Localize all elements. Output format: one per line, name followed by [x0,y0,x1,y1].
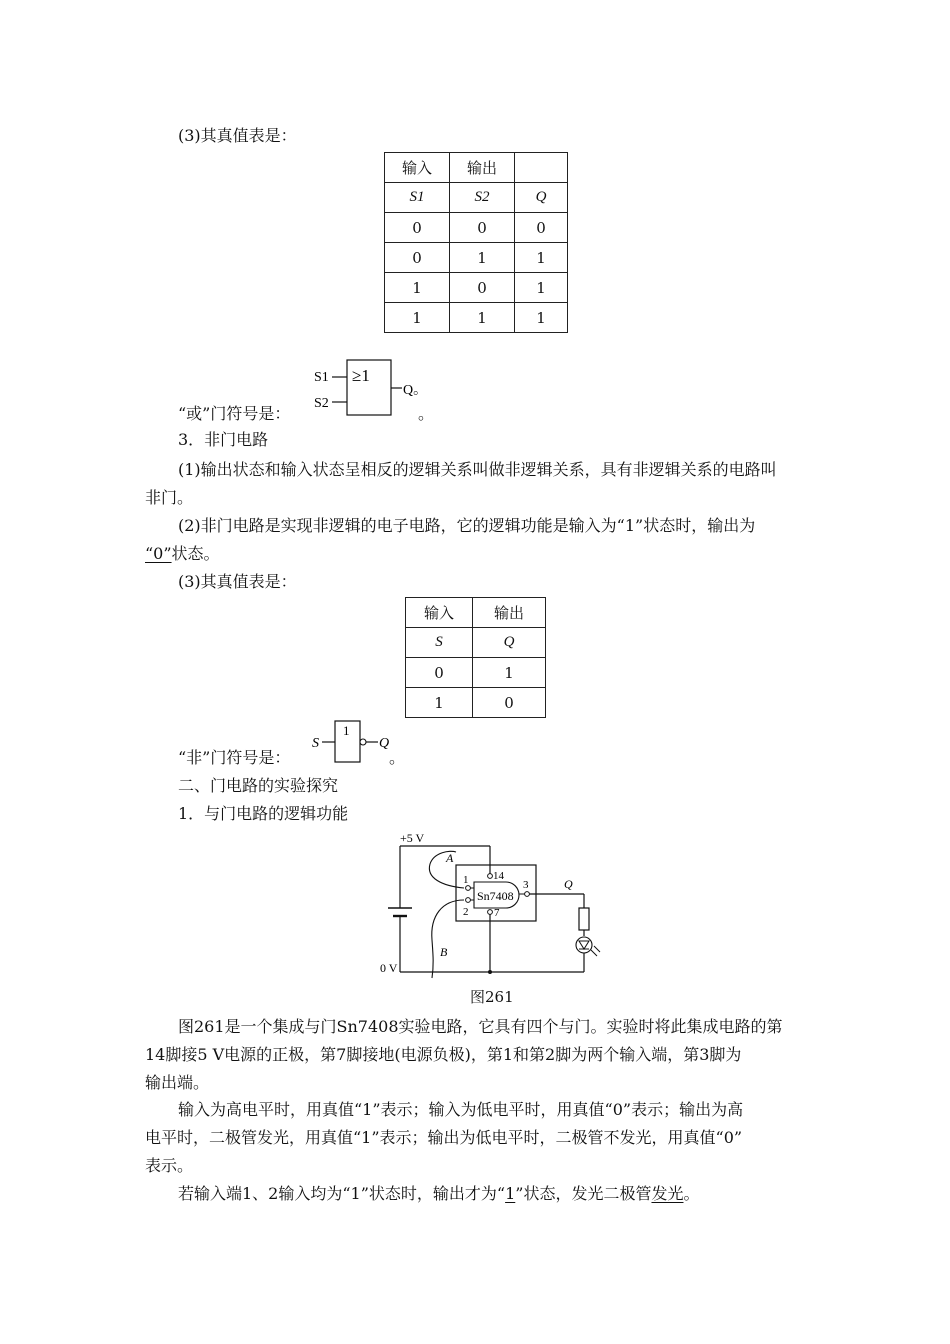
gate-operator-label: ≥1 [352,366,370,385]
pin-label: 3 [523,879,529,891]
paragraph-text: ”状态，发光二极管 [515,1184,652,1203]
paragraph-line: (1)输出状态和输入状态呈相反的逻辑关系叫做非逻辑关系，具有非逻辑关系的电路叫 [178,460,777,479]
chip-label: Sn7408 [477,889,514,903]
table-row [385,273,568,303]
pin-label: 14 [493,870,504,882]
paragraph-text: 。 [683,1184,700,1203]
section-heading: 3．非门电路 [178,430,269,449]
paragraph-line: 14脚接5 V电源的正极，第7脚接地(电源负极)，第1和第2脚为两个输入端，第3脚为 [145,1045,742,1064]
table-cell: 0 [450,213,515,243]
paragraph-line [145,544,220,564]
pin-label: 2 [463,906,469,918]
table-cell: 1 [406,688,473,718]
subsection-heading: 1．与门电路的逻辑功能 [178,804,349,823]
paragraph-line: 输入为高电平时，用真值“1”表示；输入为低电平时，用真值“0”表示；输出为高 [178,1100,744,1119]
table-cell: 0 [515,213,568,243]
supply-label: +5 V [400,831,425,845]
or-symbol-label: “或”门符号是： [178,404,291,423]
not-symbol-label: “非”门符号是： [178,748,291,767]
not-symbol-suffix: 。 [389,748,406,767]
table-cell: 1 [473,658,546,688]
table-var-cell: Q [515,183,568,213]
table-cell: 1 [515,303,568,333]
not-truth-table [405,597,546,718]
gate-input-label: S [312,736,319,751]
table-cell: 0 [450,273,515,303]
pin-label: 1 [463,874,469,886]
table-cell: 1 [515,243,568,273]
table-var-cell: S1 [385,183,450,213]
answer-underlined: 发光 [651,1184,684,1203]
table-row [406,688,546,718]
or-truth-table [384,152,568,333]
paragraph-line [178,1184,700,1204]
table-var-cell: S [406,628,473,658]
gate-output-label: Q。 [403,383,428,398]
table-cell: 0 [406,658,473,688]
table-cell: 1 [515,273,568,303]
or-gate-symbol [310,357,430,419]
table-cell: 1 [450,243,515,273]
answer-underlined: 1 [505,1184,516,1203]
table-var-cell: Q [473,628,546,658]
table-row [385,303,568,333]
table-cell: 1 [385,303,450,333]
gate-operator-label: 1 [343,723,350,738]
gate-input-label: S2 [314,396,329,411]
section-heading: 二、门电路的实验探究 [178,776,339,795]
paragraph-text: 若输入端1、2输入均为“1”状态时，输出才为“ [178,1184,506,1203]
output-label: Q [564,877,573,891]
table-cell: 0 [473,688,546,718]
table-cell: 1 [450,303,515,333]
paragraph-line: 图261是一个集成与门Sn7408实验电路，它具有四个与门。实验时将此集成电路的第 [178,1017,783,1036]
table-var-cell: S2 [450,183,515,213]
table-cell: 1 [385,273,450,303]
not-gate-symbol [310,718,400,766]
wire-label: B [440,945,448,959]
paragraph-line: 电平时，二极管发光，用真值“1”表示；输出为低电平时，二极管不发光，用真值“0” [145,1128,743,1147]
table-cell: 0 [385,243,450,273]
table-cell: 0 [385,213,450,243]
paragraph-text: 状态。 [171,544,220,563]
table-row [385,213,568,243]
paragraph-line: (2)非门电路是实现非逻辑的电子电路，它的逻辑功能是输入为“1”状态时，输出为 [178,516,756,535]
ground-label: 0 V [380,961,398,975]
figure-caption: 图261 [470,988,514,1006]
answer-underlined: “0” [145,544,172,563]
gate-input-label: S1 [314,370,329,385]
table-header-cell: 输出 [473,598,546,628]
wire-label: A [446,851,454,865]
paragraph-line: 表示。 [145,1156,194,1175]
table-header-cell: 输入 [385,153,450,183]
paragraph-line: 输出端。 [145,1073,210,1092]
table-header-cell [515,153,568,183]
gate-output-label: Q [379,736,390,751]
or-symbol-suffix: 。 [418,404,435,423]
paragraph-line: 非门。 [145,488,194,507]
table-header-cell: 输出 [450,153,515,183]
table-row [406,658,546,688]
or-truth-intro: (3)其真值表是： [178,126,297,145]
not-truth-intro: (3)其真值表是： [178,572,297,591]
pin-label: 7 [494,907,500,919]
table-row [385,243,568,273]
table-header-cell: 输入 [406,598,473,628]
and-gate-circuit-diagram [378,828,613,980]
